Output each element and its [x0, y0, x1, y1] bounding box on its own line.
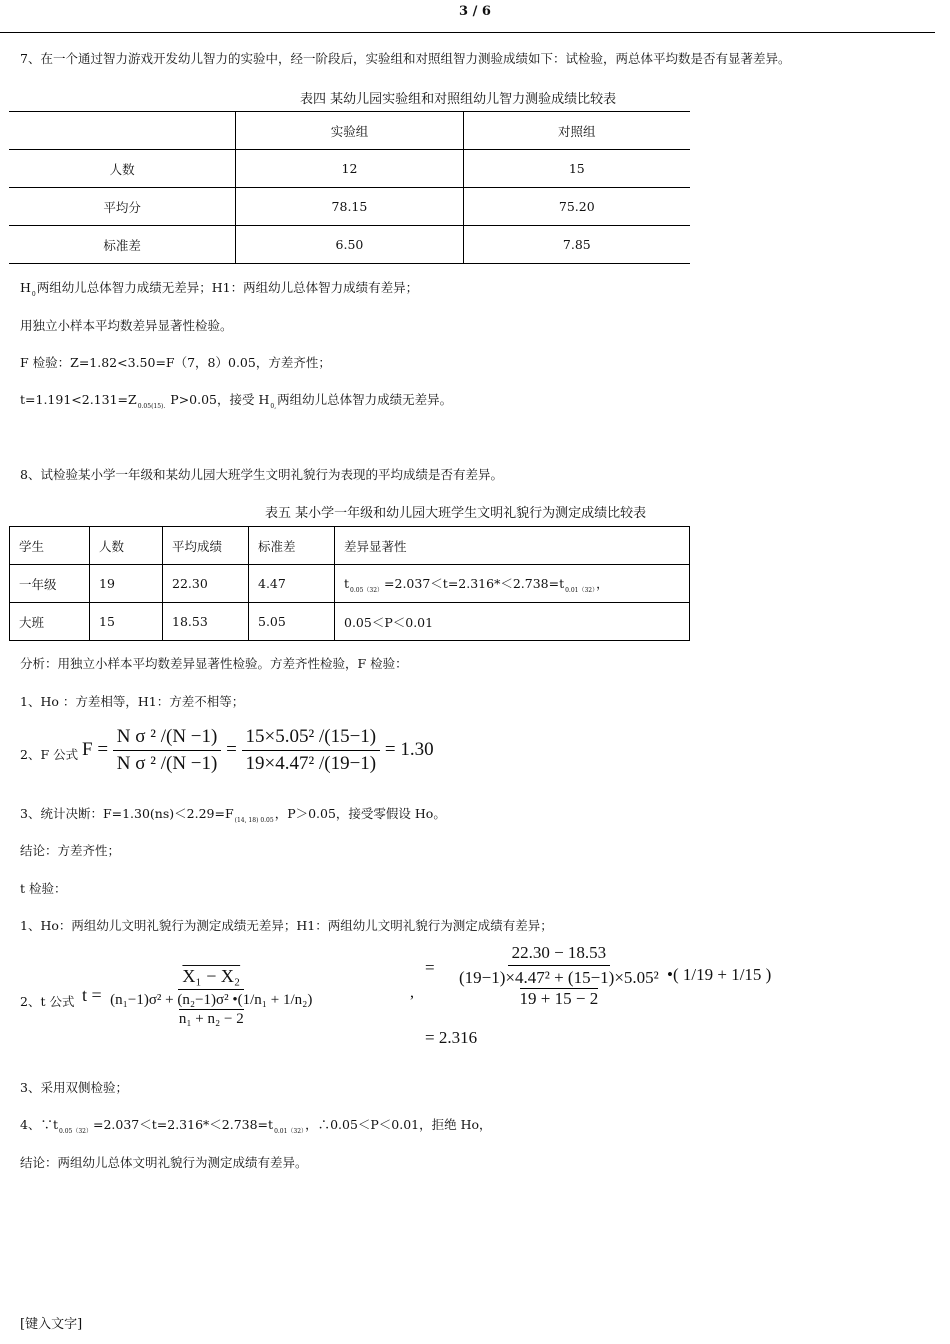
- f-lhs: F =: [82, 738, 109, 760]
- header-rule: [0, 32, 935, 33]
- table-cell: 标准差: [9, 226, 236, 264]
- q7-t-test: $t=1.191<2.131=Z_{0.05(15).}$ P>0.05，接受 $H_{0,}$两组幼儿总体智力成绩无差异。: [20, 392, 453, 410]
- table-header-row: [9, 112, 690, 150]
- table-cell: 19: [90, 565, 163, 603]
- table-cell: 75.20: [463, 188, 690, 226]
- f-fraction-symbolic: [113, 726, 222, 775]
- q8-step1: 1、Ho ：方差相等，H1：方差不相等；: [20, 694, 245, 709]
- table-cell: 差异显著性: [335, 527, 690, 565]
- q8-t-step4: 4、$\because t_{0.05(32)}=2.037<t=2.316*<2.738=t_{0.01(32)}$，∴0.05＜P＜0.01，拒绝 Ho，: [20, 1117, 492, 1135]
- q8-step3: 3、统计决断：$F=1.30(ns)<2.29=F_{(14, 18) 0.05}$，P＞0.05，接受零假设 Ho。: [20, 806, 446, 824]
- t-result: = 2.316: [425, 1028, 478, 1047]
- table-cell: 实验组: [236, 112, 463, 150]
- f-formula: F = $\frac{\text{N σ ² /(N −1)}}{\text{N σ ² /(N −1)}}$ = $\frac{\text{15×5.05² /(15−1)}}{\text{19×4.47² /(19−1)}}$ = 1.30: [82, 726, 434, 774]
- t-denominator-value: (19−1)×4.47² + (15−1)×5.05²: [459, 968, 659, 987]
- q8-step2-label: 2、F 公式: [20, 747, 79, 762]
- f-numerator: N σ ² /(N −1): [113, 726, 222, 751]
- table-cell: 一年级: [10, 565, 90, 603]
- table-row: [9, 226, 690, 264]
- q8-t-step2-label: 2、t 公式: [20, 994, 75, 1009]
- table-cell: 学生: [10, 527, 90, 565]
- f-numerator-value: 15×5.05² /(15−1): [242, 726, 381, 751]
- table-cell: 18.53: [163, 603, 249, 641]
- table-cell: 0.05＜P＜0.01: [335, 603, 690, 641]
- table-header-row: [10, 527, 690, 565]
- q7-hypothesis: $H_0$两组幼儿总体智力成绩无差异；H1：两组幼儿总体智力成绩有差异；: [20, 280, 419, 298]
- f-result: = 1.30: [384, 738, 434, 760]
- table-cell: 15: [90, 603, 163, 641]
- table5: [9, 526, 690, 641]
- table-cell: 标准差: [249, 527, 335, 565]
- t-paren-term: •( 1/19 + 1/15 ): [667, 964, 772, 984]
- table-cell: [9, 112, 236, 150]
- table-cell: 对照组: [463, 112, 690, 150]
- table-cell: 7.85: [463, 226, 690, 264]
- t-numerator: X₁ − X₂: [178, 966, 244, 990]
- q8-question: 8、试检验某小学一年级和某幼儿园大班学生文明礼貌行为表现的平均成绩是否有差异。: [20, 467, 503, 482]
- table-row: [10, 565, 690, 603]
- f-denominator-value: 19×4.47² /(19−1): [245, 753, 377, 774]
- table-row: [9, 150, 690, 188]
- table-row: [10, 603, 690, 641]
- table-cell: 78.15: [236, 188, 463, 226]
- table-cell: 12: [236, 150, 463, 188]
- t-lhs: t =: [82, 985, 102, 1006]
- t-fraction-symbolic: [106, 966, 316, 1028]
- t-denominator-bottom: n₁ + n₂ − 2: [178, 1011, 244, 1027]
- table-cell: 平均分: [9, 188, 236, 226]
- table-cell: 4.47: [249, 565, 335, 603]
- q8-conclusion1: 结论：方差齐性；: [20, 843, 121, 858]
- q8-t-step3: 3、采用双侧检验；: [20, 1080, 128, 1095]
- t-denominator-value2: 19 + 15 − 2: [519, 989, 599, 1008]
- q8-t-label: t 检验：: [20, 881, 67, 896]
- table-cell: $t_{0.05(32)}=2.037<t=2.316*<2.738=t_{0.01(32)}$，: [335, 565, 690, 603]
- q8-analysis: 分析：用独立小样本平均数差异显著性检验。方差齐性检验，F 检验：: [20, 656, 408, 671]
- table-cell: 15: [463, 150, 690, 188]
- q8-t-step1: 1、Ho：两组幼儿文明礼貌行为测定成绩无差异；H1：两组幼儿文明礼貌行为测定成绩有差异；: [20, 918, 553, 933]
- table-cell: 人数: [90, 527, 163, 565]
- table-cell: 22.30: [163, 565, 249, 603]
- q7-f-test: F 检验：Z=1.82<3.50=F（7，8）0.05，方差齐性；: [20, 355, 331, 370]
- t-numerator-value: 22.30 − 18.53: [508, 943, 611, 966]
- table4: [9, 111, 690, 264]
- t-formula-symbolic: [82, 966, 316, 1028]
- table5-title: 表五 某小学一年级和幼儿园大班学生文明礼貌行为测定成绩比较表: [265, 506, 647, 521]
- q7-method: 用独立小样本平均数差异显著性检验。: [20, 318, 233, 333]
- q8-conclusion2: 结论：两组幼儿总体文明礼貌行为测定成绩有差异。: [20, 1155, 308, 1170]
- q7-question: 7、在一个通过智力游戏开发幼儿智力的实验中，经一阶段后，实验组和对照组智力测验成绩如下：试检验，两总体平均数是否有显著差异。: [20, 51, 791, 66]
- f-denominator: N σ ² /(N −1): [116, 753, 218, 774]
- f-fraction-numeric: [242, 726, 381, 775]
- table-row: [9, 188, 690, 226]
- table-cell: 人数: [9, 150, 236, 188]
- table-cell: 平均成绩: [163, 527, 249, 565]
- table4-title: 表四 某幼儿园实验组和对照组幼儿智力测验成绩比较表: [300, 92, 617, 107]
- table-cell: 5.05: [249, 603, 335, 641]
- t-formula-numeric: [455, 943, 771, 1009]
- t-denominator-top: (n₁−1)σ² + (n₂−1)σ² •(1/n₁ + 1/n₂): [110, 992, 313, 1008]
- page-number: 3 / 6: [459, 4, 491, 19]
- table-cell: 大班: [10, 603, 90, 641]
- t-comma: ,: [410, 984, 414, 1001]
- t-eq: =: [425, 958, 435, 977]
- footer-placeholder: [键入文字]: [20, 1317, 83, 1332]
- table-cell: 6.50: [236, 226, 463, 264]
